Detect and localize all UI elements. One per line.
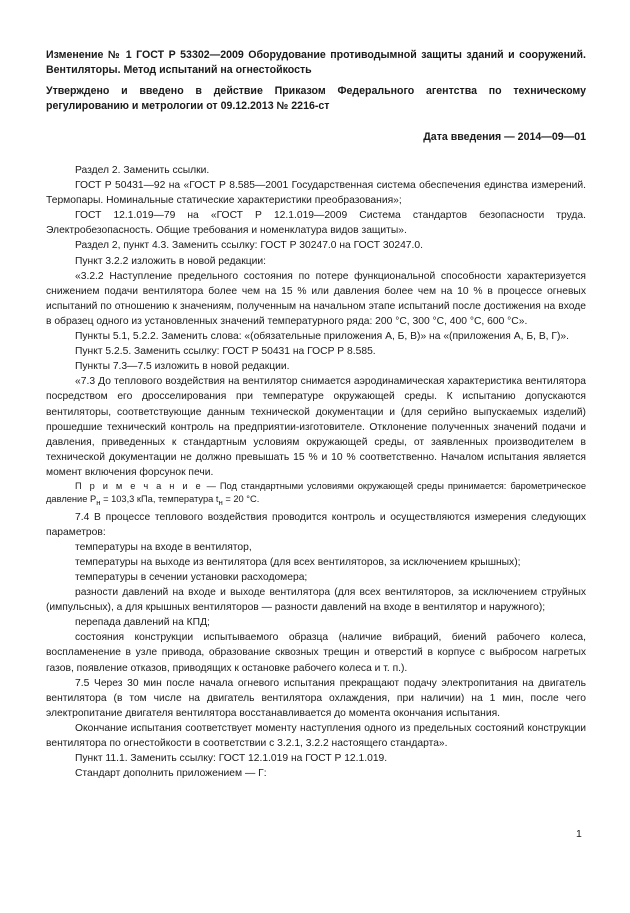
note-subscript: н	[96, 498, 101, 508]
paragraph: температуры в сечении установки расходомера;	[75, 572, 308, 584]
paragraph: Пункт 5.2.5. Заменить ссылку: ГОСТ Р 50431 на ГОСР Р 8.585.	[75, 346, 376, 358]
paragraph: ГОСТ 12.1.019—79 на «ГОСТ Р 12.1.019—2009 Система стандартов безопасности труда. Электробезопасность. Общие требования и номенклатура видов защиты».	[46, 210, 586, 237]
paragraph: температуры на входе в вентилятор,	[75, 541, 252, 553]
paragraph: Раздел 2, пункт 4.3. Заменить ссылку: ГОСТ Р 30247.0 на ГОСТ 30247.0.	[75, 240, 423, 252]
document-body	[46, 163, 586, 781]
paragraph: Пункт 11.1. Заменить ссылку: ГОСТ 12.1.019 на ГОСТ Р 12.1.019.	[75, 753, 388, 765]
paragraph: Пункты 5.1, 5.2.2. Заменить слова: «(обязательные приложения А, Б, В)» на «(приложения А, Б, В, Г)».	[75, 331, 569, 343]
paragraph: Пункты 7.3—7.5 изложить в новой редакции.	[75, 361, 290, 373]
paragraph: «3.2.2 Наступление предельного состояния по потере функциональной способности характеризуется снижением подачи вентилятора более чем на 15 % или давления более чем на 10 % в процессе огневых испытаний по отношению к значениям, полученным на начальном этапе испытаний после достижения на входе в образец одного из установленных значений температурного ряда: 200 °С, 300 °С, 400 °С, 600 °С».	[46, 270, 586, 327]
note-label: П р и м е ч а н и е	[75, 480, 203, 491]
note-text: = 20 °С.	[222, 494, 260, 505]
paragraph: разности давлений на входе и выходе вентилятора (для всех вентиляторов, за исключением струйных (импульсных), а для крышных вентиляторов — разности давлений на входе в вентилятор и наружного);	[46, 587, 586, 614]
paragraph: Стандарт дополнить приложением — Г:	[75, 768, 267, 780]
page-number: 1	[576, 828, 582, 840]
paragraph: 7.4 В процессе теплового воздействия проводится контроль и осуществляются измерения следующих параметров:	[46, 511, 586, 538]
note-text: — Под стандартными условиями окружающей среды принимается: барометрическое давление P	[46, 480, 587, 505]
note-text: = 103,3 кПа, температура t	[100, 494, 219, 505]
paragraph: состояния конструкции испытываемого образца (наличие вибраций, биений рабочего колеса, воспламенение в узле привода, образование сквозных трещин и отверстий в корпусе с выбросом нагретых газов, появление отказов, приводящих к остановке рабочего колеса и т. п.).	[46, 632, 586, 674]
paragraph: Раздел 2. Заменить ссылки.	[75, 165, 210, 176]
paragraph: температуры на выходе из вентилятора (для всех вентиляторов, за исключением крышных);	[75, 556, 521, 568]
paragraph: Окончание испытания соответствует моменту наступления одного из предельных состояний конструкции вентилятора по огнестойкости в соответствии с 3.2.1, 3.2.2 настоящего стандарта».	[46, 722, 586, 750]
document-page	[46, 48, 586, 781]
note-subscript: н	[218, 498, 223, 508]
note	[46, 480, 586, 510]
document-title: Изменение № 1 ГОСТ Р 53302—2009 Оборудование противодымной защиты зданий и сооружений. Вентиляторы. Метод испытаний на огнестойкость	[46, 49, 586, 76]
approval-statement: Утверждено и введено в действие Приказом Федерального агентства по техническому регулированию и метрологии от 09.12.2013 № 2216-ст	[46, 85, 586, 112]
paragraph: перепада давлений на КПД;	[75, 617, 210, 629]
paragraph: «7.3 До теплового воздействия на вентилятор снимается аэродинамическая характеристика вентилятора посредством его дросселирования при температуре окружающей среды. К испытанию допускаются вентиляторы, соответствующие данным технической документации и (для серийно выпускаемых изделий) прошедшие технический контроль на предприятии-изготовителе. Отклонение полученных значений подачи и давления, приведенных к стандартным условиям окружающей среды, от заявленных производителем в технической документации не должно превышать 15 % и 10 % соответственно. Началом испытания является момент включения форсунок печи.	[46, 376, 586, 478]
paragraph: Пункт 3.2.2 изложить в новой редакции:	[75, 255, 267, 267]
effective-date: Дата введения — 2014—09—01	[423, 131, 586, 143]
paragraph: ГОСТ Р 50431—92 на «ГОСТ Р 8.585—2001 Государственная система обеспечения единства измерений. Термопары. Номинальные статические характеристики преобразования»;	[46, 180, 586, 207]
paragraph: 7.5 Через 30 мин после начала огневого испытания прекращают подачу электропитания на двигатель вентилятора (в том числе на двигатель вентилятора охлаждения, при наличии) на 1 мин, после чего электропитание двигателя вентилятора восстанавливается до момента окончания испытания.	[46, 677, 586, 719]
